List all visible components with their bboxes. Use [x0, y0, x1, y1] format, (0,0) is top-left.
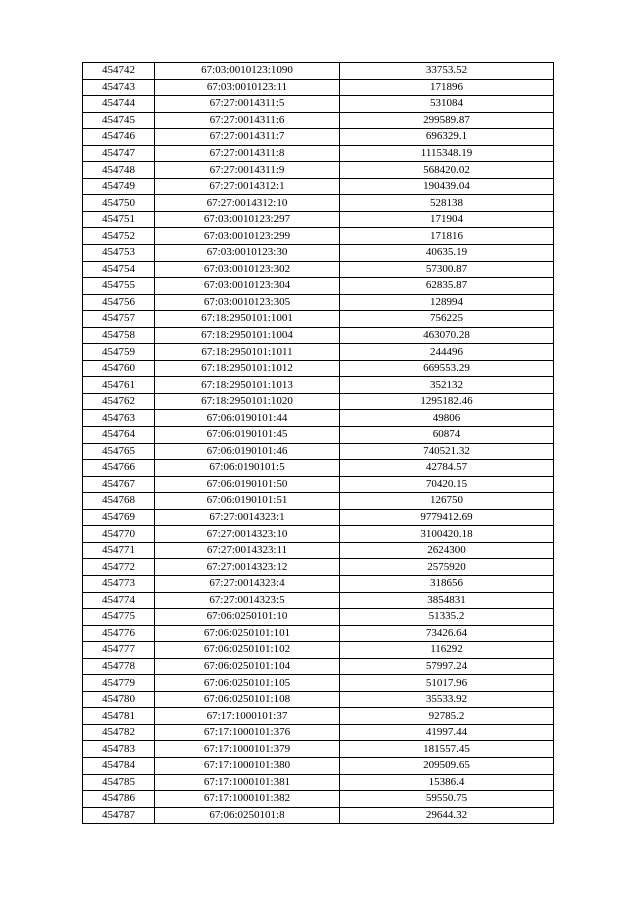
value-cell: 190439.04 [340, 178, 554, 195]
value-cell: 2575920 [340, 559, 554, 576]
value-cell: 318656 [340, 575, 554, 592]
value-cell: 40635.19 [340, 245, 554, 262]
table-row [83, 79, 554, 96]
row-number-cell: 454768 [83, 493, 155, 510]
table-row [83, 791, 554, 808]
cadastral-number-cell: 67:06:0190101:51 [155, 493, 340, 510]
cadastral-number-cell: 67:27:0014323:5 [155, 592, 340, 609]
cadastral-number-cell: 67:06:0250101:102 [155, 642, 340, 659]
table-row [83, 460, 554, 477]
value-cell: 73426.64 [340, 625, 554, 642]
cadastral-number-cell: 67:03:0010123:299 [155, 228, 340, 245]
row-number-cell: 454744 [83, 96, 155, 113]
row-number-cell: 454783 [83, 741, 155, 758]
row-number-cell: 454745 [83, 112, 155, 129]
row-number-cell: 454766 [83, 460, 155, 477]
value-cell: 15386.4 [340, 774, 554, 791]
value-cell: 42784.57 [340, 460, 554, 477]
cadastral-number-cell: 67:06:0190101:46 [155, 443, 340, 460]
cadastral-number-cell: 67:03:0010123:305 [155, 294, 340, 311]
table-row [83, 427, 554, 444]
cadastral-number-cell: 67:17:1000101:382 [155, 791, 340, 808]
table-row [83, 724, 554, 741]
value-cell: 60874 [340, 427, 554, 444]
value-cell: 51335.2 [340, 609, 554, 626]
table-row [83, 625, 554, 642]
table-row [83, 774, 554, 791]
row-number-cell: 454784 [83, 757, 155, 774]
row-number-cell: 454762 [83, 393, 155, 410]
row-number-cell: 454787 [83, 807, 155, 824]
value-cell: 531084 [340, 96, 554, 113]
value-cell: 35533.92 [340, 691, 554, 708]
cadastral-number-cell: 67:06:0250101:105 [155, 675, 340, 692]
cadastral-number-cell: 67:27:0014323:1 [155, 509, 340, 526]
value-cell: 299589.87 [340, 112, 554, 129]
value-cell: 41997.44 [340, 724, 554, 741]
cadastral-number-cell: 67:06:0250101:104 [155, 658, 340, 675]
row-number-cell: 454760 [83, 360, 155, 377]
row-number-cell: 454781 [83, 708, 155, 725]
value-cell: 9779412.69 [340, 509, 554, 526]
cadastral-number-cell: 67:06:0250101:8 [155, 807, 340, 824]
cadastral-number-cell: 67:03:0010123:11 [155, 79, 340, 96]
table-row [83, 410, 554, 427]
row-number-cell: 454755 [83, 278, 155, 295]
row-number-cell: 454777 [83, 642, 155, 659]
row-number-cell: 454757 [83, 311, 155, 328]
value-cell: 49806 [340, 410, 554, 427]
row-number-cell: 454751 [83, 211, 155, 228]
cadastral-number-cell: 67:06:0250101:10 [155, 609, 340, 626]
table-row [83, 360, 554, 377]
table-row [83, 542, 554, 559]
value-cell: 171816 [340, 228, 554, 245]
cadastral-number-cell: 67:06:0190101:50 [155, 476, 340, 493]
row-number-cell: 454778 [83, 658, 155, 675]
value-cell: 669553.29 [340, 360, 554, 377]
table-row [83, 807, 554, 824]
cadastral-number-cell: 67:27:0014311:7 [155, 129, 340, 146]
row-number-cell: 454774 [83, 592, 155, 609]
table-row [83, 278, 554, 295]
table-row [83, 393, 554, 410]
cadastral-number-cell: 67:18:2950101:1012 [155, 360, 340, 377]
value-cell: 126750 [340, 493, 554, 510]
value-cell: 57997.24 [340, 658, 554, 675]
value-cell: 62835.87 [340, 278, 554, 295]
cadastral-number-cell: 67:18:2950101:1011 [155, 344, 340, 361]
table-row [83, 261, 554, 278]
cadastral-number-cell: 67:18:2950101:1013 [155, 377, 340, 394]
table-row [83, 658, 554, 675]
cadastral-number-cell: 67:27:0014323:10 [155, 526, 340, 543]
cadastral-number-cell: 67:18:2950101:1001 [155, 311, 340, 328]
row-number-cell: 454773 [83, 575, 155, 592]
value-cell: 92785.2 [340, 708, 554, 725]
value-cell: 463070.28 [340, 327, 554, 344]
row-number-cell: 454770 [83, 526, 155, 543]
row-number-cell: 454775 [83, 609, 155, 626]
value-cell: 181557.45 [340, 741, 554, 758]
table-row [83, 162, 554, 179]
row-number-cell: 454779 [83, 675, 155, 692]
table-row [83, 592, 554, 609]
row-number-cell: 454747 [83, 145, 155, 162]
row-number-cell: 454746 [83, 129, 155, 146]
table-row [83, 526, 554, 543]
value-cell: 171904 [340, 211, 554, 228]
value-cell: 59550.75 [340, 791, 554, 808]
row-number-cell: 454749 [83, 178, 155, 195]
table-row [83, 642, 554, 659]
cadastral-number-cell: 67:18:2950101:1020 [155, 393, 340, 410]
cadastral-number-cell: 67:27:0014311:6 [155, 112, 340, 129]
cadastral-number-cell: 67:18:2950101:1004 [155, 327, 340, 344]
cadastral-number-cell: 67:27:0014312:10 [155, 195, 340, 212]
table-row [83, 741, 554, 758]
table-row [83, 145, 554, 162]
value-cell: 756225 [340, 311, 554, 328]
table-row [83, 96, 554, 113]
table-row [83, 509, 554, 526]
row-number-cell: 454759 [83, 344, 155, 361]
cadastral-number-cell: 67:03:0010123:297 [155, 211, 340, 228]
row-number-cell: 454752 [83, 228, 155, 245]
value-cell: 33753.52 [340, 63, 554, 80]
cadastral-number-cell: 67:27:0014311:8 [155, 145, 340, 162]
cadastral-number-cell: 67:27:0014323:4 [155, 575, 340, 592]
cadastral-number-cell: 67:17:1000101:376 [155, 724, 340, 741]
table-row [83, 112, 554, 129]
table-row [83, 195, 554, 212]
table-row [83, 708, 554, 725]
row-number-cell: 454772 [83, 559, 155, 576]
cadastral-number-cell: 67:03:0010123:30 [155, 245, 340, 262]
value-cell: 1115348.19 [340, 145, 554, 162]
value-cell: 3100420.18 [340, 526, 554, 543]
table-body [83, 63, 554, 824]
cadastral-number-cell: 67:27:0014323:12 [155, 559, 340, 576]
value-cell: 1295182.46 [340, 393, 554, 410]
cadastral-number-cell: 67:17:1000101:37 [155, 708, 340, 725]
cadastral-number-cell: 67:03:0010123:1090 [155, 63, 340, 80]
row-number-cell: 454767 [83, 476, 155, 493]
cadastral-number-cell: 67:06:0250101:101 [155, 625, 340, 642]
table-row [83, 559, 554, 576]
row-number-cell: 454769 [83, 509, 155, 526]
table-row [83, 493, 554, 510]
table-row [83, 443, 554, 460]
cadastral-number-cell: 67:27:0014311:5 [155, 96, 340, 113]
table-row [83, 609, 554, 626]
row-number-cell: 454776 [83, 625, 155, 642]
row-number-cell: 454761 [83, 377, 155, 394]
table-row [83, 63, 554, 80]
value-cell: 51017.96 [340, 675, 554, 692]
row-number-cell: 454764 [83, 427, 155, 444]
table-row [83, 294, 554, 311]
cadastral-number-cell: 67:06:0190101:44 [155, 410, 340, 427]
row-number-cell: 454742 [83, 63, 155, 80]
value-cell: 171896 [340, 79, 554, 96]
cadastral-number-cell: 67:27:0014323:11 [155, 542, 340, 559]
row-number-cell: 454771 [83, 542, 155, 559]
row-number-cell: 454756 [83, 294, 155, 311]
table-row [83, 211, 554, 228]
row-number-cell: 454782 [83, 724, 155, 741]
row-number-cell: 454780 [83, 691, 155, 708]
table-row [83, 377, 554, 394]
cadastral-number-cell: 67:03:0010123:302 [155, 261, 340, 278]
table-row [83, 691, 554, 708]
row-number-cell: 454765 [83, 443, 155, 460]
value-cell: 696329.1 [340, 129, 554, 146]
value-cell: 740521.32 [340, 443, 554, 460]
row-number-cell: 454750 [83, 195, 155, 212]
cadastral-number-cell: 67:17:1000101:381 [155, 774, 340, 791]
table-row [83, 344, 554, 361]
table-row [83, 675, 554, 692]
value-cell: 244496 [340, 344, 554, 361]
value-cell: 57300.87 [340, 261, 554, 278]
table-row [83, 311, 554, 328]
row-number-cell: 454743 [83, 79, 155, 96]
cadastral-number-cell: 67:06:0190101:5 [155, 460, 340, 477]
table-row [83, 757, 554, 774]
value-cell: 568420.02 [340, 162, 554, 179]
table-row [83, 327, 554, 344]
table-row [83, 228, 554, 245]
cadastral-number-cell: 67:17:1000101:379 [155, 741, 340, 758]
cadastral-number-cell: 67:27:0014312:1 [155, 178, 340, 195]
row-number-cell: 454758 [83, 327, 155, 344]
value-cell: 70420.15 [340, 476, 554, 493]
table-row [83, 178, 554, 195]
table-row [83, 476, 554, 493]
value-cell: 209509.65 [340, 757, 554, 774]
table-row [83, 575, 554, 592]
row-number-cell: 454786 [83, 791, 155, 808]
data-table [82, 62, 554, 824]
row-number-cell: 454753 [83, 245, 155, 262]
value-cell: 528138 [340, 195, 554, 212]
value-cell: 29644.32 [340, 807, 554, 824]
cadastral-number-cell: 67:27:0014311:9 [155, 162, 340, 179]
value-cell: 3854831 [340, 592, 554, 609]
row-number-cell: 454763 [83, 410, 155, 427]
value-cell: 2624300 [340, 542, 554, 559]
cadastral-number-cell: 67:17:1000101:380 [155, 757, 340, 774]
cadastral-number-cell: 67:06:0250101:108 [155, 691, 340, 708]
cadastral-number-cell: 67:03:0010123:304 [155, 278, 340, 295]
cadastral-number-cell: 67:06:0190101:45 [155, 427, 340, 444]
table-row [83, 129, 554, 146]
table-row [83, 245, 554, 262]
value-cell: 128994 [340, 294, 554, 311]
row-number-cell: 454785 [83, 774, 155, 791]
row-number-cell: 454748 [83, 162, 155, 179]
value-cell: 352132 [340, 377, 554, 394]
value-cell: 116292 [340, 642, 554, 659]
row-number-cell: 454754 [83, 261, 155, 278]
